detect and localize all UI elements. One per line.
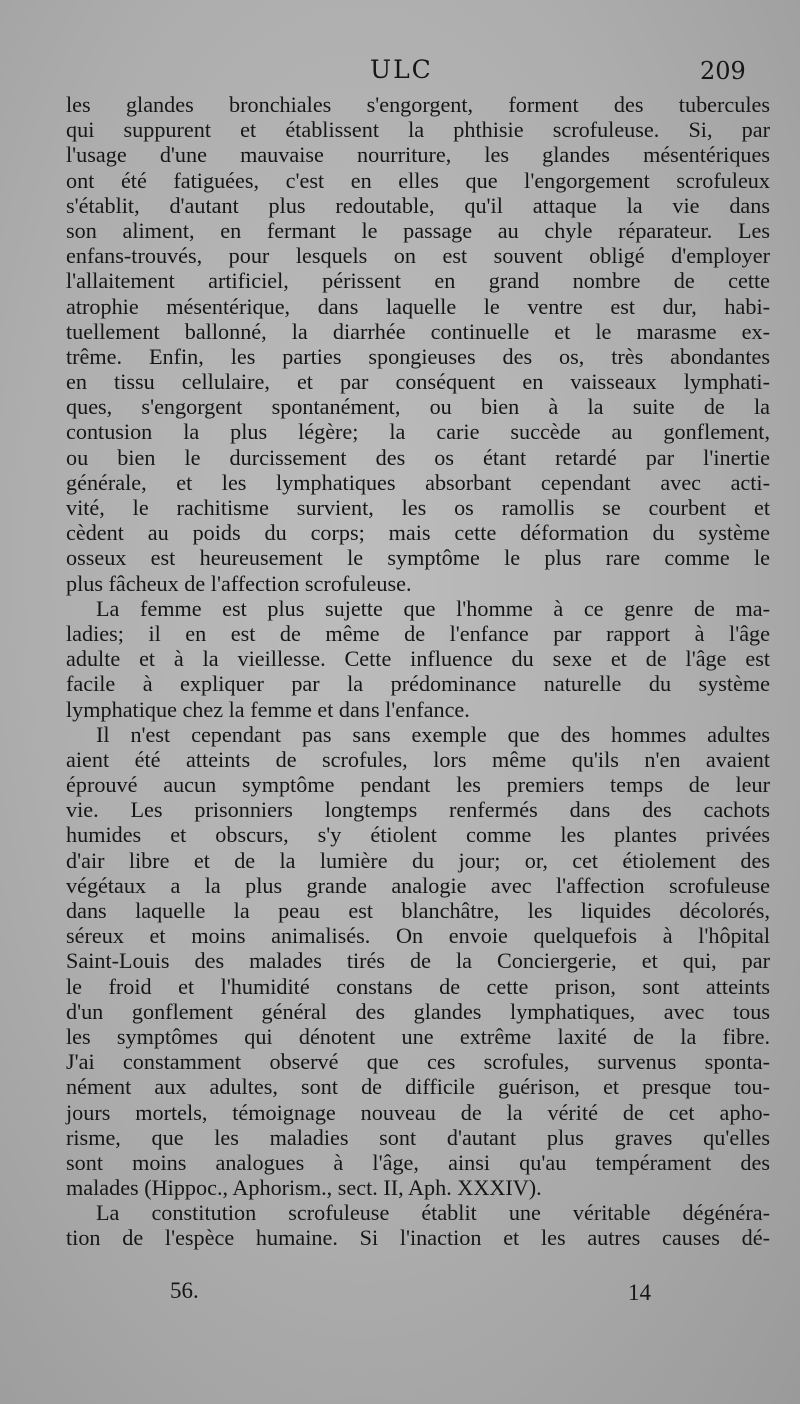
text-line-content: d'air libre et de la lumière du jour; or, cet étiolement des — [66, 847, 770, 873]
text-line — [66, 142, 770, 167]
text-line-content: enfans-trouvés, pour lesquels on est souvent obligé d'employer — [66, 243, 770, 269]
text-line — [66, 1200, 770, 1225]
text-line-content: jours mortels, témoignage nouveau de la vérité de cet apho- — [66, 1099, 770, 1125]
quire-number: 14 — [628, 1280, 651, 1305]
text-line-content: générale, et les lymphatiques absorbant cependant avec acti- — [66, 469, 770, 495]
text-line — [66, 520, 770, 545]
text-line — [66, 1125, 770, 1150]
text-line-content: ladies; il en est de même de l'enfance par rapport à l'âge — [66, 620, 770, 646]
text-line — [66, 1225, 770, 1250]
text-line — [66, 722, 770, 747]
text-line — [66, 898, 770, 923]
text-line-content: plus fâcheux de l'affection scrofuleuse. — [66, 570, 412, 596]
text-line — [66, 1024, 770, 1049]
text-line-content: vie. Les prisonniers longtemps renfermés dans des cachots — [66, 797, 770, 823]
text-line — [66, 394, 770, 419]
text-line-content: facile à expliquer par la prédominance naturelle du système — [66, 671, 770, 697]
text-line-content: l'usage d'une mauvaise nourriture, les glandes mésentériques — [66, 142, 770, 168]
text-line — [66, 243, 770, 268]
page-number: 209 — [700, 57, 746, 85]
text-line — [66, 369, 770, 394]
text-line-content: contusion la plus légère; la carie succède au gonflement, — [66, 419, 770, 445]
text-line-content: osseux est heureusement le symptôme le plus rare comme le — [66, 545, 770, 571]
text-line-content: ou bien le durcissement des os étant retardé par l'inertie — [66, 444, 770, 470]
text-line-content: l'allaitement artificiel, périssent en grand nombre de cette — [66, 268, 770, 294]
text-line-content: végétaux a la plus grande analogie avec l'affection scrofuleuse — [66, 872, 770, 898]
text-line-content: La constitution scrofuleuse établit une véritable dégénéra- — [96, 1200, 770, 1226]
text-line — [66, 974, 770, 999]
text-line — [66, 218, 770, 243]
text-line — [66, 873, 770, 898]
text-line — [66, 294, 770, 319]
text-line-content: lymphatique chez la femme et dans l'enfance. — [66, 696, 470, 722]
text-line — [66, 671, 770, 696]
text-line-content: les symptômes qui dénotent une extrême laxité de la fibre. — [66, 1023, 770, 1049]
page-footer — [0, 1278, 800, 1318]
text-line — [66, 1074, 770, 1099]
text-line-content: en tissu cellulaire, et par conséquent en vaisseaux lymphati- — [66, 369, 770, 395]
text-line-content: Saint-Louis des malades tirés de la Conciergerie, et qui, par — [66, 948, 770, 974]
text-line-content: La femme est plus sujette que l'homme à ce genre de ma- — [96, 595, 770, 621]
text-line — [66, 495, 770, 520]
text-line — [66, 697, 770, 722]
text-line — [66, 168, 770, 193]
text-line — [66, 268, 770, 293]
text-line — [66, 596, 770, 621]
text-line-content: dans laquelle la peau est blanchâtre, les liquides décolorés, — [66, 898, 770, 923]
text-line-content: atrophie mésentérique, dans laquelle le ventre est dur, habi- — [66, 293, 770, 319]
running-header — [0, 55, 800, 95]
text-line-content: le froid et l'humidité constans de cette prison, sont atteints — [66, 973, 770, 999]
text-line-content: son aliment, en fermant le passage au chyle réparateur. Les — [66, 217, 770, 243]
text-line — [66, 470, 770, 495]
signature-mark: 56. — [170, 1278, 199, 1303]
text-line-content: aient été atteints de scrofules, lors même qu'ils n'en avaient — [66, 746, 770, 772]
text-line — [66, 319, 770, 344]
text-line — [66, 848, 770, 873]
text-line — [66, 923, 770, 948]
text-line — [66, 445, 770, 470]
text-line-content: s'établit, d'autant plus redoutable, qu'il attaque la vie dans — [66, 192, 770, 218]
text-line — [66, 621, 770, 646]
text-line-content: les glandes bronchiales s'engorgent, forment des tubercules — [66, 92, 770, 117]
text-line-content: qui suppurent et établissent la phthisie scrofuleuse. Si, par — [66, 117, 770, 143]
text-line — [66, 948, 770, 973]
text-line — [66, 1049, 770, 1074]
text-line-content: nément aux adultes, sont de difficile guérison, et presque tou- — [66, 1074, 770, 1100]
text-line-content: risme, que les maladies sont d'autant plus graves qu'elles — [66, 1124, 770, 1150]
text-line — [66, 646, 770, 671]
text-line — [66, 747, 770, 772]
text-line — [66, 419, 770, 444]
text-line-content: cèdent au poids du corps; mais cette déformation du système — [66, 520, 770, 546]
text-line — [66, 822, 770, 847]
text-line-content: d'un gonflement général des glandes lymphatiques, avec tous — [66, 998, 770, 1024]
text-line — [66, 1100, 770, 1125]
text-line-content: éprouvé aucun symptôme pendant les premiers temps de leur — [66, 772, 770, 798]
running-head: ULC — [370, 55, 433, 84]
text-line — [66, 92, 770, 117]
text-line — [66, 1175, 770, 1200]
text-line — [66, 999, 770, 1024]
text-line-content: tion de l'espèce humaine. Si l'inaction et les autres causes dé- — [66, 1225, 770, 1251]
text-line-content: J'ai constamment observé que ces scrofules, survenus sponta- — [66, 1049, 770, 1075]
text-line — [66, 117, 770, 142]
text-line-content: humides et obscurs, s'y étiolent comme les plantes privées — [66, 822, 770, 848]
text-line-content: ques, s'engorgent spontanément, ou bien à la suite de la — [66, 394, 770, 420]
text-line — [66, 1150, 770, 1175]
text-line-content: Il n'est cependant pas sans exemple que des hommes adultes — [96, 721, 770, 747]
text-line — [66, 797, 770, 822]
text-line — [66, 545, 770, 570]
text-line — [66, 772, 770, 797]
body-text — [66, 92, 770, 1251]
text-line — [66, 193, 770, 218]
text-line-content: ont été fatiguées, c'est en elles que l'engorgement scrofuleux — [66, 167, 770, 193]
text-line-content: tuellement ballonné, la diarrhée continuelle et le marasme ex- — [66, 318, 770, 344]
text-line — [66, 571, 770, 596]
text-line — [66, 344, 770, 369]
text-line-content: malades (Hippoc., Aphorism., sect. II, Aph. XXXIV). — [66, 1175, 542, 1201]
text-line-content: séreux et moins animalisés. On envoie quelquefois à l'hôpital — [66, 923, 770, 949]
text-line-content: sont moins analogues à l'âge, ainsi qu'au tempérament des — [66, 1149, 770, 1175]
text-line-content: trême. Enfin, les parties spongieuses des os, très abondantes — [66, 343, 770, 369]
text-line-content: adulte et à la vieillesse. Cette influence du sexe et de l'âge est — [66, 646, 770, 672]
text-line-content: vité, le rachitisme survient, les os ramollis se courbent et — [66, 495, 770, 520]
